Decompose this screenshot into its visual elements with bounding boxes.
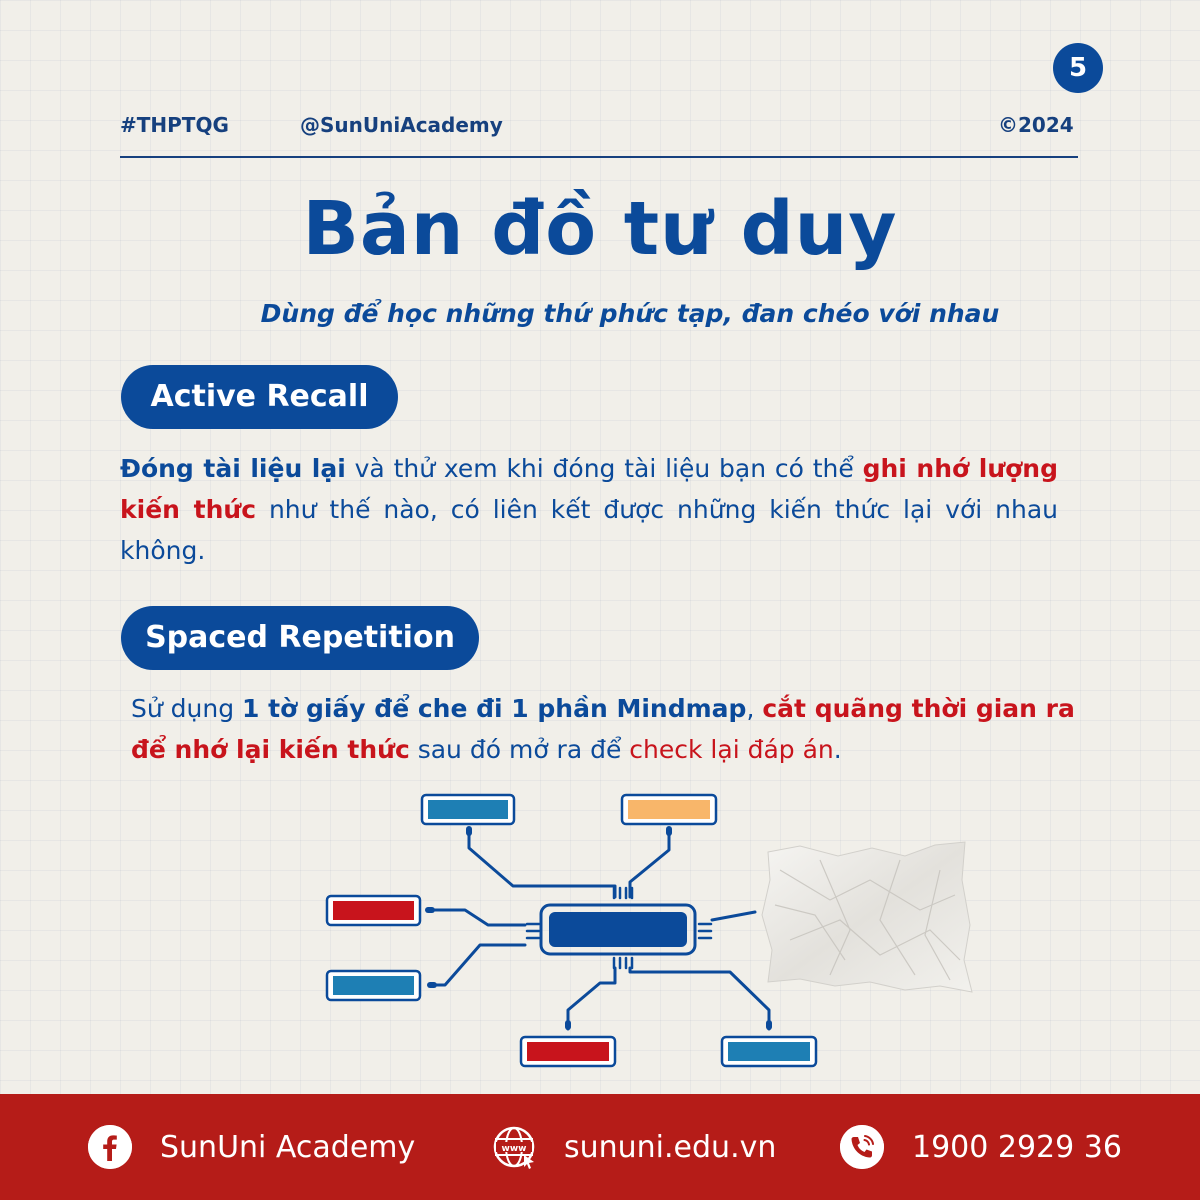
globe-www-icon (492, 1125, 536, 1169)
spaced-repetition-pill: Spaced Repetition (121, 606, 479, 670)
facebook-link[interactable] (88, 1124, 415, 1170)
text-plain: như thế nào, có liên kết được những kiến thức lại với nhau không. (120, 495, 1058, 565)
page-subtitle: Dùng để học những thứ phức tạp, đan chéo với nhau (260, 299, 1000, 328)
text-highlight-red: cắt quãng thời gian ra để nhớ lại kiến thức (131, 694, 1075, 764)
copyright-label: ©2024 (998, 113, 1074, 137)
text-red: check lại đáp án (629, 735, 834, 764)
active-recall-pill: Active Recall (121, 365, 398, 429)
mindmap-node-bottom-left (521, 1037, 615, 1066)
mindmap-node-top-left (422, 795, 514, 824)
text-plain: . (833, 735, 842, 764)
phone-link[interactable] (840, 1124, 1122, 1170)
text-plain: và thử xem khi đóng tài liệu bạn có thể (345, 454, 863, 483)
page-number-badge: 5 (1053, 43, 1103, 93)
text-highlight-red: ghi nhớ lượng kiến thức (120, 454, 1059, 524)
mindmap-node-bottom-right (722, 1037, 816, 1066)
phone-label: 1900 2929 36 (912, 1129, 1122, 1165)
hashtag-label: #THPTQG (120, 113, 229, 137)
mindmap-node-top-right (622, 795, 716, 824)
mindmap-center-node (549, 912, 687, 947)
facebook-icon (88, 1125, 132, 1169)
website-link[interactable] (492, 1124, 776, 1170)
page-title: Bản đồ tư duy (302, 186, 898, 272)
svg-text:www: www (501, 1144, 527, 1154)
text-highlight: 1 tờ giấy để che đi 1 phần Mindmap (242, 694, 747, 723)
mindmap-node-left-upper (327, 896, 420, 925)
crumpled-paper-cover (762, 842, 972, 992)
phone-icon (840, 1125, 884, 1169)
text-highlight: Đóng tài liệu lại (120, 454, 346, 483)
text-plain: , (746, 694, 763, 723)
mindmap-node-left-lower (327, 971, 420, 1000)
footer-bar (0, 1094, 1200, 1200)
text-plain: sau đó mở ra để (409, 735, 630, 764)
website-label: sununi.edu.vn (564, 1129, 777, 1165)
text-plain: Sử dụng (131, 694, 243, 723)
handle-label: @SunUniAcademy (300, 113, 503, 137)
facebook-label: SunUni Academy (160, 1129, 416, 1165)
